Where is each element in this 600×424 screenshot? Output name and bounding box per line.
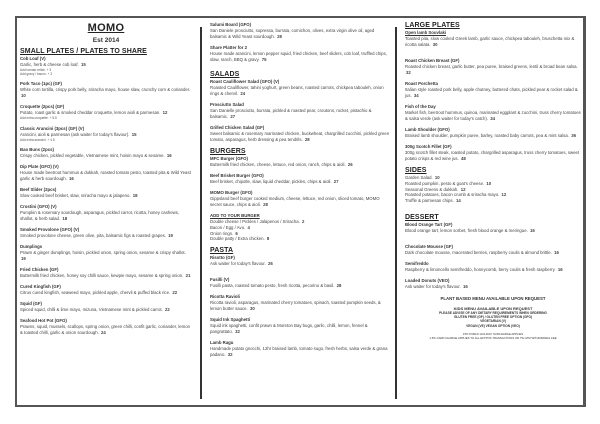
menu-item: Share Platter for 2 House made arancini, lemon pepper squid, fried chicken, beef sliders, cob loaf, truffled chips, slaw, ranch, BBQ & gravy. 75	[210, 45, 387, 62]
addon: Add extra arancini. + 4.5	[20, 137, 55, 142]
addon-line: Onion rings. 6	[210, 230, 238, 236]
menu-item: Fried Chicken (GF) Buttermilk fried chicken, honey soy chilli sauce, kewpie mayo, sesame & spring onion. 21	[20, 266, 191, 278]
menu-item: Chocolate Mousse (GF) Dark chocolate mousse, macerated berries, raspberry coulis & almond brittle. 16	[405, 243, 559, 255]
price: 18	[132, 192, 138, 198]
price: 28	[336, 283, 342, 289]
price: 32	[406, 70, 411, 75]
established-year: Est 2014	[92, 37, 120, 44]
price: 19	[168, 232, 173, 238]
side-item: Garden Salad. 10	[405, 175, 440, 180]
price: 32	[235, 329, 240, 335]
price: 27	[230, 114, 236, 119]
addon: Add gravy / bacon. + 3	[20, 72, 52, 77]
column-large-plates-sides-dessert	[405, 22, 581, 340]
addon-line: Double patty / Extra chicken. 8	[210, 236, 270, 242]
menu-item: Semifreddo Raspberry & limoncello semifreddo, honeycomb, berry coulis & fresh raspberry. 16	[405, 260, 563, 272]
column-salads-burgers-pasta	[210, 22, 390, 363]
price: 12	[162, 110, 168, 116]
price: 24	[101, 329, 106, 335]
menu-item: Salumi Board (GFO) San Daniele prosciutto, sopressa, burrata, cornichon, olives, extra virgin olive oil, aged balsamic & Wild Yeast sourdough. 28	[210, 22, 375, 39]
dietary-notice: PLEASE ADVISE OF ANY DIETARY REQUIREMENTS WHEN ORDERING	[439, 310, 547, 315]
section-title-dessert: DESSERT	[405, 213, 439, 221]
menu-item: Smoked Provolone (GFO) (V) Smoked provolone cheese, green olive, pita, balsamic figs & roasted grapes. 19	[20, 226, 173, 238]
menu-item: Prosciutto Salad San Danielle prosciutto, burrata, pickled & roasted pear, croutons, rocket, pistachio & balsamic. 27	[210, 102, 372, 119]
menu-item: Cob Loaf (V) Garlic, herb & cheese cob loaf. 15 Add tomato relish. + 3 Add gravy / bacon. + 3	[20, 56, 192, 76]
column-divider	[395, 27, 397, 399]
price: 16	[557, 266, 563, 272]
side-item: Roasted pumpkin, pesto & goat's cheese. 10	[405, 180, 492, 186]
menu-item: Crostini (GFO) (V) Pumpkin & rosemary sourdough, asparagus, pickled carrot, ricotta, honey cashews, shallot, & herb salad. 18	[20, 203, 180, 221]
price: 26	[347, 162, 353, 167]
burger-addons-title: ADD TO YOUR BURGER	[210, 213, 260, 218]
brand-title: MOMO	[87, 22, 125, 34]
price: 16	[554, 249, 559, 255]
price: 28	[263, 202, 268, 207]
menu-item: Beef Slider (2pcs) Slow cooked beef brisket, slaw, sriracha mayo & jalapeno. 18	[20, 186, 138, 198]
side-item: Seasonal Greens & dukkah. 12	[405, 186, 466, 192]
kids-menu-notice: KIDS MENU AVAILABLE UPON REQUEST	[453, 305, 533, 311]
menu-item: Lamb Ragu Handmade potato gnocchi, 12hr braised lamb, tomato sugo, fresh herbs, salsa verde & grana padano. 32	[210, 340, 388, 358]
price: 21	[185, 272, 191, 278]
addon: Add tomato relish. + 3	[20, 68, 52, 72]
menu-item: 300g Scotch Fillet (GF) 300g scotch fillet steak, roasted potato, chargrilled asparagus, truss cherry tomatoes, sweet potato crisps & red wine jus. 48	[405, 144, 580, 161]
menu-item: MOMO Burger (GFO) Gippsland beef burger cooked medium, cheese, lettuce, red onion, sliced tomato, MOMO secret sauce, chips & aioli. 28	[210, 190, 380, 207]
addon-line: Double cheese / Pickles / Jalapenos / Sriracha. 2	[210, 219, 305, 224]
menu-item: Loaded Donuts (VEO) Ask waiter for today's flavour. 16	[405, 277, 468, 289]
menu-item: Ricotta Ravioli Ricotta ravioli, asparagus, marinated cherry tomatoes, spinach, toasted pumpkin seeds, & lemon butter sauce. 30	[210, 294, 381, 312]
price: 19	[21, 255, 26, 261]
menu-item: Dip Plate (GFO) (V) House made beetroot hummus & dukkah, roasted tomato pesto, toasted pita & Wild Yeast garlic & herb sourdough. 16	[20, 163, 191, 181]
section-title-sides: SIDES	[405, 167, 427, 174]
price: 75	[261, 57, 267, 62]
price: 15	[80, 62, 86, 67]
menu-item: Blood Orange Tart (GF) Blood orange tart, lemon sorbet, fresh blood orange & meringue. 16	[405, 221, 535, 233]
menu-item: Fish of the Day Market fish, beetroot hummus, quinoa, marinated eggplant & zucchini, truss cherry tomatoes & salsa verde (ask waiter for today's catch). 34	[405, 104, 581, 121]
price: 22	[172, 289, 178, 295]
price: 28	[277, 34, 282, 39]
side-item: Roasted potatoes, bacon crumb & sriracha mayo. 12	[405, 192, 507, 198]
price: 30	[432, 42, 438, 47]
menu-item: Open lamb Souvlaki Toasted pita, slow cooked Greek lamb, garlic sauce, chickpea tabouleh, bruschetta mix & ricotta salata. 30	[405, 30, 575, 47]
column-small-plates	[20, 22, 192, 341]
menu-item: Roast Cauliflower Salad (GFO) (V) Roasted Cauliflower, tahini yoghurt, green beans, roasted carrots, chickpea tabouleh, onion rings & chervil. 24	[210, 79, 384, 96]
gluten-free-legend: GLUTEN FREE (GF) / GLUTEN FREE OPTION (GFO)	[453, 315, 533, 320]
price: 16	[69, 175, 74, 181]
price: 34	[413, 93, 419, 98]
price: 26	[267, 261, 273, 267]
price: 27	[333, 179, 339, 184]
price: 22	[164, 306, 170, 312]
sides-list	[405, 175, 581, 204]
side-item: Truffle & parmesan chips. 14	[405, 198, 461, 204]
holiday-surcharge-notice: 15% PUBLIC HOLIDAY SURCHARGE APPLIES	[462, 331, 524, 336]
menu-item: Roast Chicken Breast (GF) Roasted chicken breast, garlic butter, pea puree, braised greens, lentil & broad bean salsa. 32	[405, 58, 578, 75]
menu-item: Seafood Hot Pot (GFO) Prawns, squid, mussels, scallops, spring onion, green chilli, confit garlic, coriander, lemon & toasted chilli, garlic & onion sourdough. 24	[20, 317, 191, 335]
menu-item: Roast Porchetta Italian style roasted pork belly, apple chutney, buttered chats, pickled pear & rocket salad & jus. 34	[405, 81, 578, 98]
menu-item: Pork Taco (1pc) (GF) White corn tortilla, crispy pork belly, sriracha mayo, house slaw, crunchy corn & coriander. 10	[20, 81, 191, 99]
price: 15	[131, 131, 137, 137]
addon-line: Bacon / Egg / Avo. 4	[210, 224, 250, 230]
vegan-legend: VEGAN (VE) VEGAN OPTION (VEO)	[466, 323, 520, 328]
section-title-pasta: PASTA	[210, 247, 234, 255]
section-title-salads: SALADS	[210, 71, 240, 78]
plant-based-notice: PLANT BASED MENU AVAILABLE UPON REQUEST	[440, 295, 546, 301]
vegetarian-legend: VEGETARIAN (V)	[480, 319, 506, 324]
price: 32	[227, 352, 233, 358]
menu-item: Cured Kingfish (GF) Citrus cured kingfish, seaweed mayo, pickled apple, chervil & puffed black rice. 22	[20, 283, 178, 295]
menu-item: Bao Buns (2pcs) Crispy chicken, pickled vegetable, Vietnamese mint, hoisin mayo & sesame. 16	[20, 146, 172, 158]
section-title-burgers: BURGERS	[210, 148, 246, 155]
price: 34	[490, 116, 495, 121]
price: 16	[462, 283, 468, 289]
price: 16	[166, 152, 172, 158]
card-charge-notice: 1.5% CARD CHARGE APPLIES TO ALL EFTPOS TRANSACTIONS OR 75c ATM WITHDRAWAL FEE	[429, 335, 557, 340]
price: 28	[304, 137, 310, 142]
section-title-large-plates: LARGE PLATES	[405, 22, 460, 29]
price: 36	[571, 133, 576, 138]
price: 10	[21, 93, 26, 99]
price: 16	[529, 227, 535, 233]
price: 18	[62, 215, 68, 221]
menu-item: Fusilli (V) Fusilli pasta, roasted tomato pesto, fresh ricotta, pecorino & basil. 28	[210, 277, 342, 289]
burger-addons	[210, 213, 390, 242]
section-title-small-plates: SMALL PLATES / PLATES TO SHARE	[20, 48, 147, 55]
menu-item: Dumplings Prawn & ginger dumplings, hoisin, pickled onion, spring onion, sesame & crispy shallot. 19	[20, 243, 186, 261]
addon: Add extra croquette. + 5.5	[20, 116, 57, 121]
menu-item: MFC Burger (GFO) Buttermilk fried chicken, cheese, lettuce, red onion, ranch, chips & aioli. 26	[210, 156, 353, 167]
menu-item: Squid Ink Spaghetti Squid ink spaghetti, confit prawn & Moreton Bay bugs, garlic, chilli, lemon, fennel & pangrattato. 32	[210, 317, 368, 335]
menu-item: Squid (GF) Spiced squid, chilli & lime mayo, mizuna, Vietnamese mint & pickled carrot. 22	[20, 300, 170, 312]
menu-item: Classic Arancini (3pcs) (GF) (V) Arancini, aioli & parmesan (ask waiter for today's flavour). 15 Add extra arancini. + 4.5	[20, 126, 192, 142]
menu-item: Grilled Chicken Salad (GF) Sweet balsamic & rosemary marinated chicken, buckwheat, chargrilled zucchini, pickled green tomato, asparagus, herb dressing & pea tendrils. 28	[210, 125, 390, 142]
price: 48	[460, 156, 466, 161]
menu-item: Lamb Shoulder (GFO) Braised lamb shoulder, pumpkin puree, barley, roasted baby carrots, pea & mint salsa. 36	[405, 127, 576, 138]
menu-item: Croquette (2pcs) (GF) Potato, roast garlic & smoked cheddar croquette, lemon aioli & parmesan. 12 Add extra croquette. + 5.5	[20, 104, 192, 120]
column-divider	[200, 27, 202, 399]
menu-item: Beef Brisket Burger (GFO) Beef brisket, chipotle, slaw, liquid cheddar, pickles, chips & aioli. 27	[210, 173, 339, 184]
menu-item: Risotto (GF) Ask waiter for today's flavour. 26	[210, 255, 273, 267]
price: 24	[240, 91, 246, 96]
price: 30	[249, 306, 255, 312]
